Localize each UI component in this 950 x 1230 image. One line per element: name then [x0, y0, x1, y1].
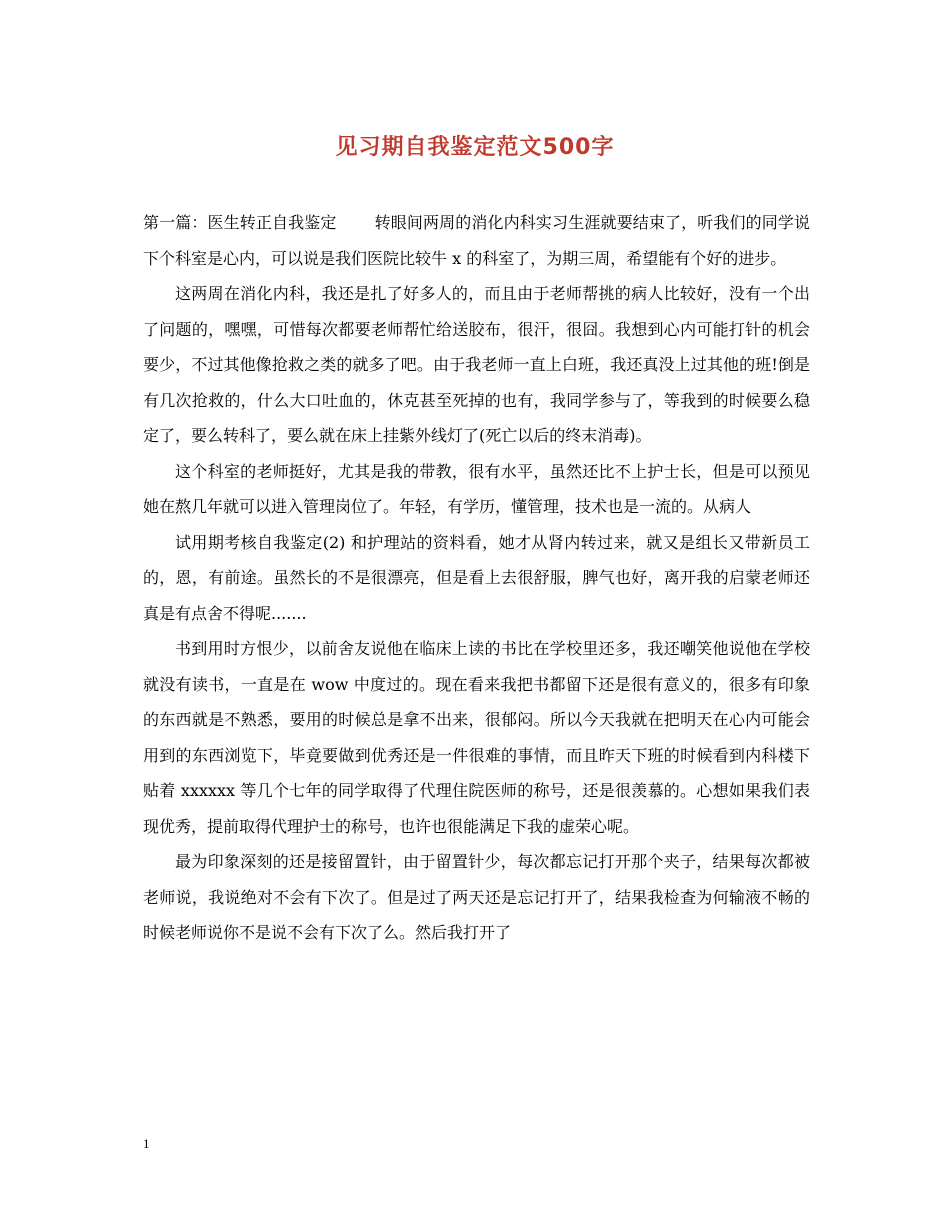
- document-body: [143, 205, 810, 951]
- paragraph-3: 这个科室的老师挺好，尤其是我的带教，很有水平，虽然还比不上护士长，但是可以预见她在熬几年就可以进入管理岗位了。年轻，有学历，懂管理，技术也是一流的。从病人: [143, 461, 810, 516]
- page-number: 1: [143, 1136, 150, 1151]
- paragraph-1-text: 转眼间两周的消化内科实习生涯就要结束了，听我们的同学说下个科室是心内，可以说是我们医院比较牛 x 的科室了，为期三周，希望能有个好的进步。: [143, 213, 810, 268]
- paragraph-2: 这两周在消化内科，我还是扎了好多人的，而且由于老师帮挑的病人比较好，没有一个出了问题的，嘿嘿，可惜每次都要老师帮忙给送胶布，很汗，很囧。我想到心内可能打针的机会要少，不过其他像抢救之类的就多了吧。由于我老师一直上白班，我还真没上过其他的班!倒是有几次抢救的，什么大口吐血的，休克甚至死掉的也有，我同学参与了，等我到的时候要么稳定了，要么转科了，要么就在床上挂紫外线灯了(死亡以后的终末消毒)。: [143, 284, 810, 445]
- document-title: 见习期自我鉴定范文500字: [335, 135, 615, 160]
- paragraph-1: [143, 205, 810, 276]
- paragraph-6: 最为印象深刻的还是接留置针，由于留置针少，每次都忘记打开那个夹子，结果每次都被老师说，我说绝对不会有下次了。但是过了两天还是忘记打开了，结果我检查为何输液不畅的时候老师说你不是说不会有下次了么。然后我打开了: [143, 852, 810, 942]
- paragraph-4: 试用期考核自我鉴定(2) 和护理站的资料看，她才从肾内转过来，就又是组长又带新员工的，恩，有前途。虽然长的不是很漂亮，但是看上去很舒服，脾气也好，离开我的启蒙老师还真是有点舍不得呢.......: [143, 532, 810, 623]
- section-heading: 第一篇：医生转正自我鉴定: [143, 213, 337, 232]
- paragraph-5: 书到用时方恨少，以前舍友说他在临床上读的书比在学校里还多，我还嘲笑他说他在学校就没有读书，一直是在 wow 中度过的。现在看来我把书都留下还是很有意义的，很多有印象的东西就是不熟悉，要用的时候总是拿不出来，很郁闷。所以今天我就在把明天在心内可能会用到的东西浏览下，毕竟要做到优秀还是一件很难的事情，而且昨天下班的时候看到内科楼下贴着 xxxxxx 等几个七年的同学取得了代理住院医师的称号，还是很羡慕的。心想如果我们表现优秀，提前取得代理护士的称号，也许也很能满足下我的虚荣心呢。: [143, 639, 810, 836]
